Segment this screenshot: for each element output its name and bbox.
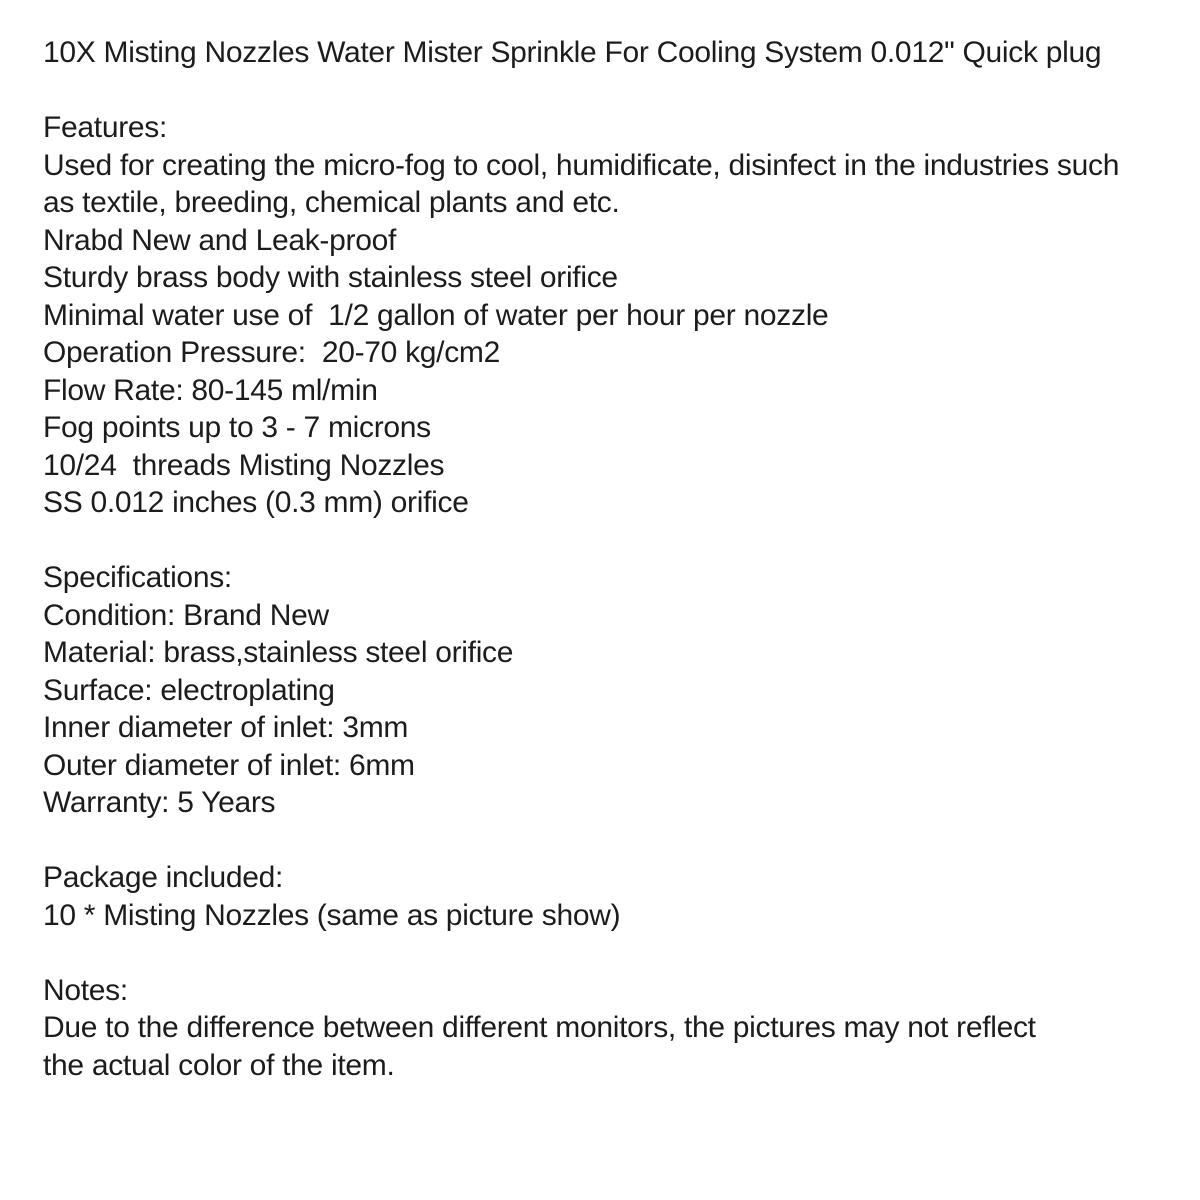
package-section (43, 859, 1180, 934)
features-section (43, 109, 1180, 522)
specification-line: Condition: Brand New (43, 598, 329, 632)
notes-section (43, 972, 1180, 1085)
feature-line: 10/24 threads Misting Nozzles (43, 448, 445, 482)
specifications-section (43, 559, 1180, 822)
feature-line: SS 0.012 inches (0.3 mm) orifice (43, 486, 469, 519)
feature-line: Nrabd New and Leak-proof (43, 223, 397, 257)
specification-line: Material: brass,stainless steel orifice (43, 636, 514, 669)
notes-heading: Notes: (43, 973, 128, 1007)
page-title: 10X Misting Nozzles Water Mister Sprinkle For Cooling System 0.012" Quick plug (43, 36, 1102, 69)
specification-line: Surface: electroplating (43, 673, 335, 707)
specification-line: Inner diameter of inlet: 3mm (43, 711, 409, 744)
feature-line: Fog points up to 3 - 7 microns (43, 411, 431, 444)
feature-line: Sturdy brass body with stainless steel orifice (43, 261, 618, 294)
feature-line: Operation Pressure: 20-70 kg/cm2 (43, 336, 500, 369)
feature-line: Flow Rate: 80-145 ml/min (43, 373, 378, 407)
note-line: Due to the difference between different monitors, the pictures may not reflect (43, 1011, 1036, 1044)
note-line: the actual color of the item. (43, 1048, 395, 1082)
feature-line: Minimal water use of 1/2 gallon of water per hour per nozzle (43, 298, 829, 332)
package-line: 10 * Misting Nozzles (same as picture show) (43, 898, 621, 932)
features-heading: Features: (43, 111, 168, 144)
package-heading: Package included: (43, 861, 284, 894)
specification-line: Outer diameter of inlet: 6mm (43, 748, 415, 782)
feature-line: as textile, breeding, chemical plants and etc. (43, 186, 620, 219)
specification-line: Warranty: 5 Years (43, 786, 276, 819)
feature-line: Used for creating the micro-fog to cool, humidificate, disinfect in the industries such (43, 148, 1120, 182)
specifications-heading: Specifications: (43, 561, 232, 594)
